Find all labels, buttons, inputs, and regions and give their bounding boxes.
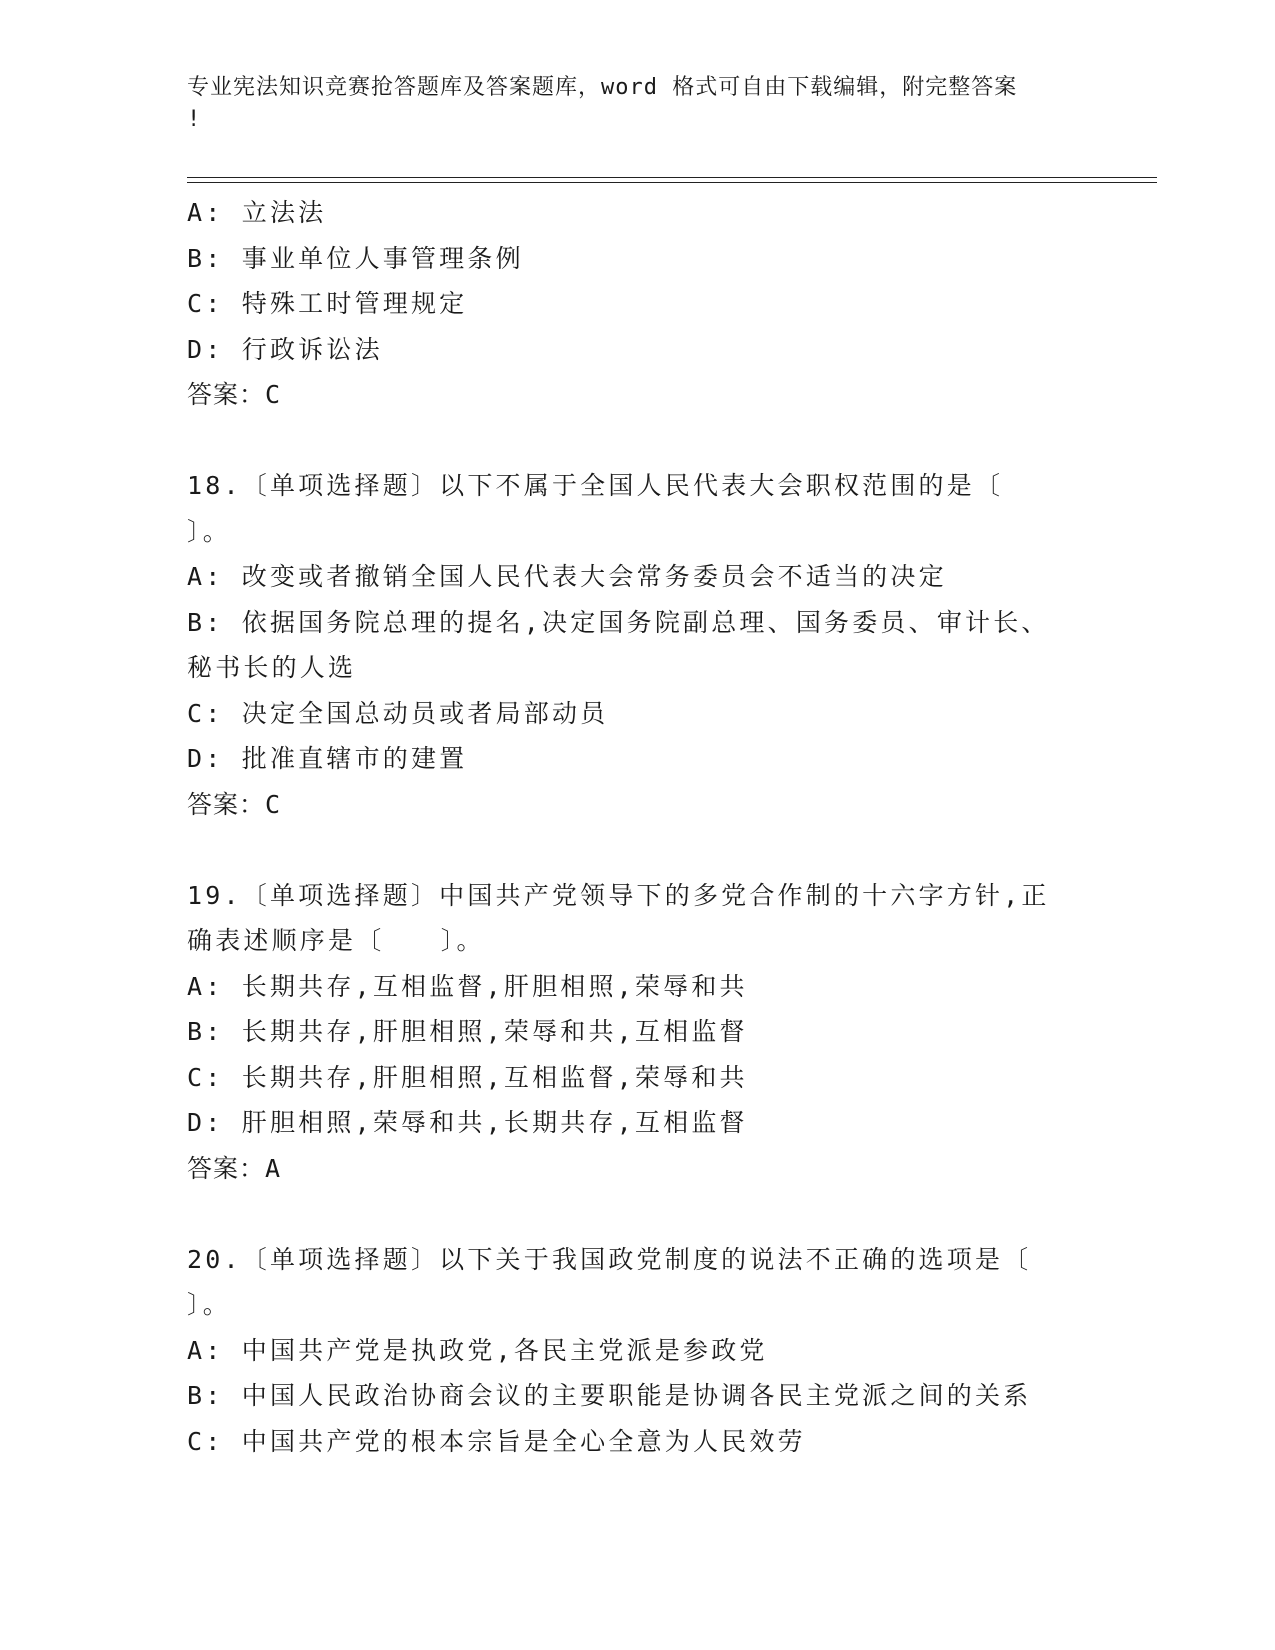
question-19 <box>187 873 1067 1192</box>
option-a: A: 立法法 <box>187 198 327 227</box>
question-20 <box>187 1237 1067 1465</box>
option-b-cont: 秘书长的人选 <box>187 653 357 682</box>
question-stem: 20.〔单项选择题〕以下关于我国政党制度的说法不正确的选项是〔 <box>187 1244 1032 1274</box>
header-divider-top <box>187 177 1157 178</box>
question-stem-cont: 〕。 <box>187 516 231 546</box>
option-b: B: 中国人民政治协商会议的主要职能是协调各民主党派之间的关系 <box>187 1381 1032 1410</box>
answer-line: 答案：C <box>187 789 282 819</box>
document-header <box>187 72 1087 136</box>
option-d: D: 肝胆相照,荣辱和共,长期共存,互相监督 <box>187 1108 748 1137</box>
option-b: B: 长期共存,肝胆相照,荣辱和共,互相监督 <box>187 1017 748 1046</box>
question-list <box>187 190 1067 1464</box>
question-stem: 18.〔单项选择题〕以下不属于全国人民代表大会职权范围的是〔 <box>187 471 1004 500</box>
option-a: A: 改变或者撤销全国人民代表大会常务委员会不适当的决定 <box>187 562 947 591</box>
answer-line: 答案：A <box>187 1153 282 1183</box>
option-b: B: 事业单位人事管理条例 <box>187 243 524 273</box>
question-stem-cont: 〕。 <box>187 1290 231 1319</box>
header-divider-bottom <box>187 182 1157 183</box>
option-b: B: 依据国务院总理的提名,决定国务院副总理、国务委员、审计长、 <box>187 607 1050 637</box>
option-c: C: 中国共产党的根本宗旨是全心全意为人民效劳 <box>187 1426 806 1456</box>
option-c: C: 决定全国总动员或者局部动员 <box>187 698 609 728</box>
header-title: 专业宪法知识竞赛抢答题库及答案题库，word 格式可自由下载编辑，附完整答案 <box>187 75 1018 100</box>
header-title-end: ! <box>187 107 202 132</box>
answer-line: 答案：C <box>187 380 282 409</box>
option-d: D: 批准直辖市的建置 <box>187 744 468 773</box>
question-stem-cont: 确表述顺序是〔 〕。 <box>187 926 485 955</box>
option-a: A: 中国共产党是执政党,各民主党派是参政党 <box>187 1335 768 1365</box>
option-c: C: 长期共存,肝胆相照,互相监督,荣辱和共 <box>187 1062 748 1092</box>
question-17-tail <box>187 190 1067 418</box>
option-a: A: 长期共存,互相监督,肝胆相照,荣辱和共 <box>187 971 748 1001</box>
question-stem: 19.〔单项选择题〕中国共产党领导下的多党合作制的十六字方针,正 <box>187 880 1050 910</box>
option-c: C: 特殊工时管理规定 <box>187 289 468 318</box>
question-18 <box>187 463 1067 827</box>
option-d: D: 行政诉讼法 <box>187 334 383 364</box>
